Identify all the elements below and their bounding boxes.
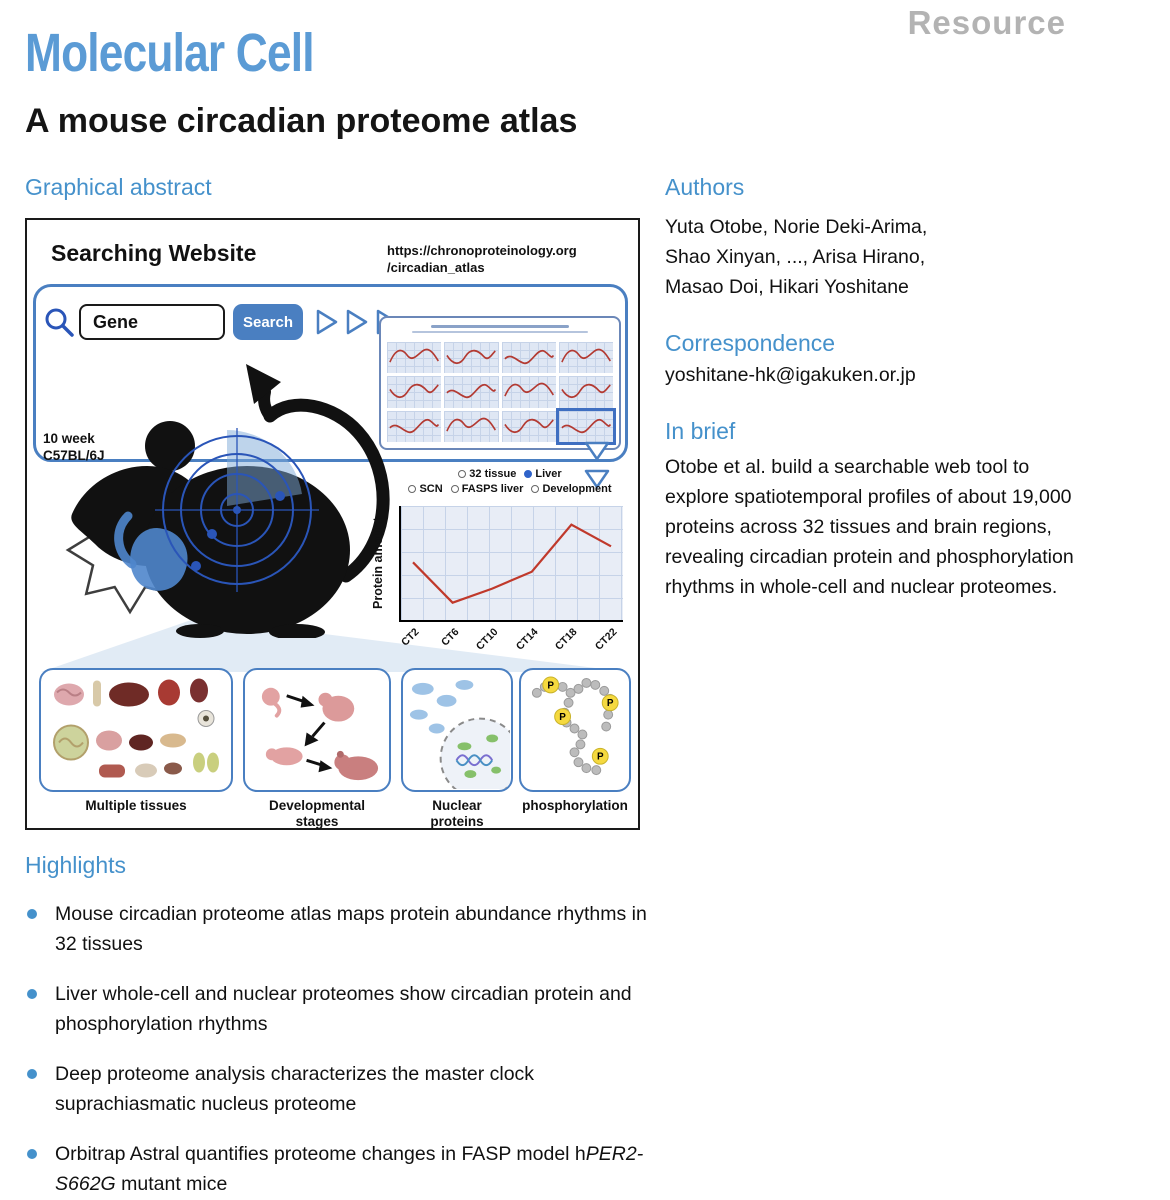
- mouse-ear: [145, 421, 195, 471]
- nucleus-illustration: [403, 670, 510, 789]
- correspondence-heading: Correspondence: [665, 330, 836, 356]
- mini-chart-cell: [559, 376, 613, 407]
- y-axis-label: Protein amount: [371, 517, 385, 609]
- url-line1: https://chronoproteinology.org: [387, 243, 577, 258]
- mini-chart-cell: [444, 376, 498, 407]
- legend-label: 32 tissue: [469, 468, 517, 480]
- gene-name-italic: PER2-S662G: [55, 1143, 644, 1195]
- x-axis-tick: CT18: [553, 626, 580, 653]
- legend-label: Development: [542, 483, 612, 495]
- category-label: phosphorylation: [522, 798, 628, 813]
- protein-series-line: [413, 525, 611, 603]
- right-triangle-icon: [315, 308, 339, 336]
- addressbar-line: [431, 325, 569, 328]
- highlight-text: mutant mice: [115, 1173, 228, 1195]
- legend-label: Liver: [535, 468, 562, 480]
- in-brief-text: Otobe et al. build a searchable web tool to explore spatiotemporal profiles of about 19,000 proteins across 32 tissues and brain regions, revealing circadian protein and phosphorylation rhythms in whole-cell and nuclear proteomes.: [665, 456, 1074, 598]
- legend-row: [395, 483, 625, 495]
- author-list: [665, 212, 927, 302]
- phospho-badge-label: P: [559, 712, 566, 724]
- bullet-icon: [27, 909, 37, 919]
- mini-chart-cell: [387, 411, 441, 442]
- tissues-illustration: [41, 670, 230, 789]
- highlight-text: Mouse circadian proteome atlas maps protein abundance rhythms in 32 tissues: [55, 903, 647, 955]
- graphical-abstract-heading: Graphical abstract: [25, 174, 212, 200]
- open-circle-marker: [458, 470, 466, 478]
- highlights-section: [25, 852, 665, 1199]
- x-axis-tick: CT14: [513, 626, 541, 653]
- highlight-item: [25, 979, 670, 1039]
- author-line: Shao Xinyan, ..., Arisa Hirano,: [665, 246, 926, 268]
- blue-teardrop: [130, 528, 187, 591]
- correspondence-email-link[interactable]: yoshitane-hk@igakuken.or.jp: [665, 364, 916, 386]
- mouse-illustration: [62, 338, 392, 638]
- mini-chart-cell: [387, 342, 441, 373]
- mini-chart-cell: [444, 342, 498, 373]
- mini-chart-cell: [387, 376, 441, 407]
- protein-amount-chart: [399, 506, 623, 622]
- open-circle-marker: [531, 485, 539, 493]
- highlights-heading: Highlights: [25, 852, 126, 878]
- x-axis-tick: CT2: [398, 626, 422, 649]
- category-label: Developmental stages: [268, 798, 366, 829]
- chart-line-svg: [401, 506, 623, 620]
- phosphorylation-illustration: [521, 670, 628, 789]
- graphical-abstract-figure: [25, 218, 640, 830]
- open-circle-marker: [408, 485, 416, 493]
- mouse-strain-label: [43, 430, 105, 464]
- bullet-icon: [27, 1149, 37, 1159]
- highlight-text: Liver whole-cell and nuclear proteomes show circadian protein and phosphorylation rhythms: [55, 983, 632, 1035]
- legend-label: FASPS liver: [461, 483, 524, 495]
- mini-chart-cell: [502, 342, 556, 373]
- x-axis-tick: CT22: [592, 626, 620, 653]
- mini-chart-grid: [387, 342, 613, 442]
- phospho-badge-label: P: [606, 698, 614, 710]
- bullet-icon: [27, 989, 37, 999]
- highlight-item: [25, 1139, 670, 1199]
- highlight-text: Deep proteome analysis characterizes the master clock suprachiasmatic nucleus proteome: [55, 1063, 535, 1115]
- search-icon: [43, 306, 75, 338]
- gene-search-input[interactable]: [79, 304, 225, 340]
- author-line: Masao Doi, Hikari Yoshitane: [665, 276, 909, 298]
- in-brief-heading: In brief: [665, 418, 736, 444]
- phospho-badge-label: P: [547, 680, 555, 692]
- phosphorylation-box: [519, 668, 631, 792]
- mini-chart-cell: [502, 376, 556, 407]
- chart-legend: [395, 468, 625, 498]
- mini-chart-cell: [559, 411, 613, 442]
- url-line2: /circadian_atlas: [387, 260, 485, 275]
- highlight-item: [25, 1059, 670, 1119]
- mini-chart-cell: [444, 411, 498, 442]
- developmental-stages-box: [243, 668, 391, 792]
- results-browser-mockup: [379, 316, 621, 450]
- author-line: Yuta Otobe, Norie Deki-Arima,: [665, 216, 928, 238]
- authors-heading: Authors: [665, 174, 745, 200]
- mini-chart-cell: [502, 411, 556, 442]
- addressbar-line: [412, 331, 588, 334]
- phospho-badge-label: P: [596, 751, 604, 763]
- nuclear-proteins-box: [401, 668, 513, 792]
- article-type-label: Resource: [907, 4, 1066, 41]
- right-triangle-icon: [345, 308, 369, 336]
- highlight-text: Orbitrap Astral quantifies proteome changes in FASP model h: [55, 1143, 586, 1165]
- x-axis-tick: CT10: [474, 626, 501, 653]
- legend-label: SCN: [419, 483, 443, 495]
- bullet-icon: [27, 1069, 37, 1079]
- category-label: Nuclear proteins: [430, 798, 484, 829]
- article-title: A mouse circadian proteome atlas: [25, 102, 578, 140]
- multiple-tissues-box: [39, 668, 233, 792]
- filled-circle-marker: [524, 470, 532, 478]
- search-button[interactable]: Search: [233, 304, 303, 340]
- x-axis-ticks: [399, 622, 621, 658]
- mini-chart-cell: [559, 342, 613, 373]
- highlight-item: [25, 899, 670, 959]
- x-axis-tick: CT6: [438, 626, 462, 649]
- chevron-down-icon: [583, 440, 611, 462]
- development-illustration: [245, 670, 388, 789]
- mouse-strain: C57BL/6J: [43, 448, 105, 463]
- journal-logo: Molecular Cell: [25, 23, 314, 83]
- category-label: Multiple tissues: [85, 798, 187, 813]
- legend-row: [395, 468, 625, 480]
- open-circle-marker: [451, 485, 459, 493]
- website-title: Searching Website: [51, 240, 257, 266]
- mouse-age: 10 week: [43, 431, 95, 446]
